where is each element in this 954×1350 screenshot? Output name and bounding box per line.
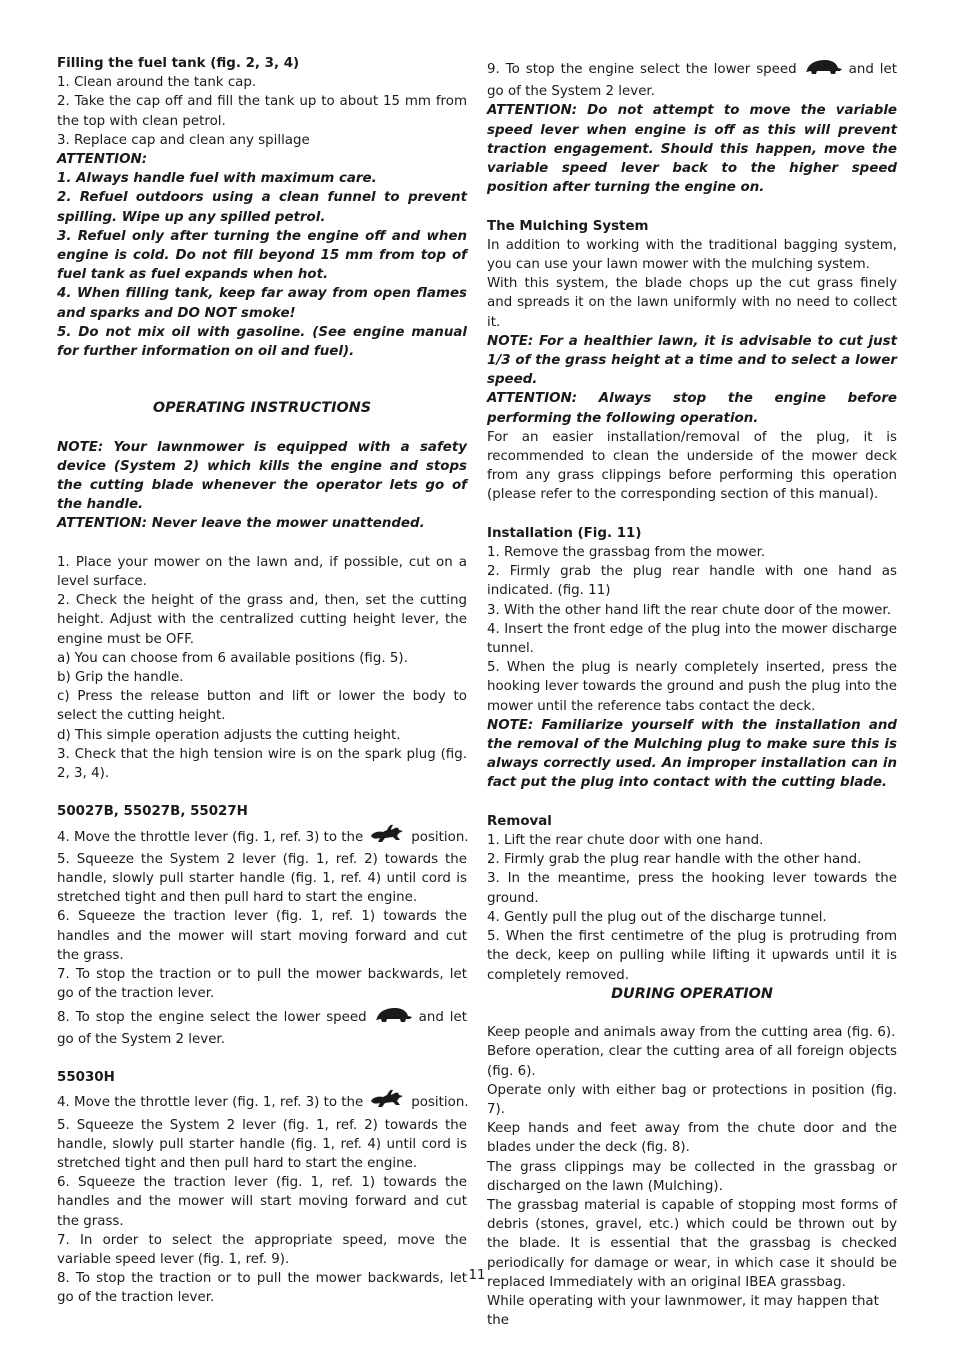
fuel-step: 1. Clean around the tank cap. bbox=[57, 75, 257, 91]
removal-step: 2. Firmly grab the plug rear handle with the other hand. bbox=[487, 852, 862, 868]
model-a-step: 7. To stop the traction or to pull the mower backwards, let go of the traction lever. bbox=[57, 967, 467, 1002]
throttle-step-text-end: position. bbox=[411, 1095, 469, 1111]
operating-step: 2. Check the height of the grass and, then, set the cutting height. Adjust with the centralized cutting height lever, the engine must be OFF. bbox=[57, 593, 467, 647]
tortoise-icon bbox=[803, 58, 843, 82]
mulching-paragraph: With this system, the blade chops up the cut grass finely and spreads it on the lawn uniformly with no need to collect it. bbox=[487, 276, 897, 330]
mulching-paragraph: In addition to working with the traditional bagging system, you can use your lawn mower with the mulching system. bbox=[487, 237, 897, 273]
mulching-attention: ATTENTION: Always stop the engine before performing the following operation. bbox=[487, 391, 897, 426]
rabbit-icon bbox=[369, 1087, 405, 1115]
stop-engine-text-end: and let go of the System 2 lever. bbox=[57, 1009, 467, 1047]
mulching-title: The Mulching System bbox=[487, 218, 649, 234]
stop-engine-text-end: and let go of the System 2 lever. bbox=[487, 62, 897, 100]
model-a-step: 6. Squeeze the traction lever (fig. 1, ref. 1) towards the handles and the mower will start moving forward and cut the grass. bbox=[57, 909, 467, 963]
during-operation-paragraph: The grass clippings may be collected in the grassbag or discharged on the lawn (Mulching). bbox=[487, 1159, 897, 1194]
operating-step: b) Grip the handle. bbox=[57, 670, 184, 686]
fuel-attention-item: 5. Do not mix oil with gasoline. (See engine manual for further information on oil and fuel). bbox=[57, 324, 467, 360]
mulching-note: NOTE: For a healthier lawn, it is advisable to cut just 1/3 of the grass height at a time and to select a lower speed. bbox=[487, 333, 897, 388]
operating-step: 3. Check that the high tension wire is on the spark plug (fig. 2, 3, 4). bbox=[57, 746, 467, 782]
operating-step: a) You can choose from 6 available positions (fig. 5). bbox=[57, 650, 408, 666]
mulching-paragraph: For an easier installation/removal of the plug, it is recommended to clean the underside of the mower deck from any grass clippings before performing this operation (please refer to the corresponding section of this manual). bbox=[487, 429, 897, 503]
right-column bbox=[487, 58, 897, 1330]
installation-title: Installation (Fig. 11) bbox=[487, 525, 642, 541]
fuel-step: 3. Replace cap and clean any spillage bbox=[57, 132, 310, 148]
removal-step: 1. Lift the rear chute door with one hand. bbox=[487, 833, 764, 849]
stop-engine-text: 8. To stop the engine select the lower speed bbox=[57, 1009, 367, 1025]
stop-engine-text: 9. To stop the engine select the lower speed bbox=[487, 62, 797, 77]
model-b-step: 6. Squeeze the traction lever (fig. 1, ref. 1) towards the handles and the mower will start moving forward and cut the grass. bbox=[57, 1175, 467, 1229]
during-operation-paragraph: Operate only with either bag or protections in position (fig. 7). bbox=[487, 1082, 897, 1117]
safety-note: NOTE: Your lawnmower is equipped with a safety device (System 2) which kills the engine and stops the cutting blade whenever the operator lets go of the handle. bbox=[57, 439, 467, 513]
installation-step: 1. Remove the grassbag from the mower. bbox=[487, 545, 766, 561]
throttle-step-text-end: position. bbox=[411, 829, 469, 845]
during-operation-paragraph: The grassbag material is capable of stopping most forms of debris (stones, gravel, etc.) which could be thrown out by the blade. It is essential that the grassbag is checked periodically for damage or wear, in which case it should be replaced Immediately with an original IBEA grassbag. bbox=[487, 1197, 897, 1290]
operating-step: 1. Place your mower on the lawn and, if possible, cut on a level surface. bbox=[57, 554, 467, 590]
fuel-attention-item: 4. When filling tank, keep far away from open flames and sparks and DO NOT smoke! bbox=[57, 286, 467, 321]
model-a-stop-engine-step bbox=[57, 1006, 467, 1049]
variable-speed-attention: ATTENTION: Do not attempt to move the variable speed lever when engine is off as this will prevent traction engagement. Should this happen, move the variable speed lever back to the higher speed position after turning the engine on. bbox=[487, 103, 897, 196]
removal-step: 5. When the first centimetre of the plug is protruding from the deck, keep on pulling while lifting it upwards until it is completely removed. bbox=[487, 929, 897, 983]
during-operation-paragraph: Before operation, clear the cutting area of all foreign objects (fig. 6). bbox=[487, 1044, 897, 1079]
model-b-throttle-step bbox=[57, 1087, 467, 1115]
throttle-step-text: 4. Move the throttle lever (fig. 1, ref. 3) to the bbox=[57, 1095, 364, 1111]
installation-step: 5. When the plug is nearly completely inserted, press the hooking lever towards the ground and push the plug into the mower until the reference tabs contact the deck. bbox=[487, 660, 897, 714]
stop-engine-step-9 bbox=[487, 58, 897, 101]
installation-step: 3. With the other hand lift the rear chute door of the mower. bbox=[487, 602, 891, 618]
fuel-attention-label: ATTENTION: bbox=[57, 152, 148, 168]
unattended-attention: ATTENTION: Never leave the mower unattended. bbox=[57, 516, 425, 532]
fuel-attention-item: 2. Refuel outdoors using a clean funnel to prevent spilling. Wipe up any spilled petrol. bbox=[57, 190, 467, 225]
tortoise-icon bbox=[373, 1006, 413, 1030]
model-b-step: 5. Squeeze the System 2 lever (fig. 1, ref. 2) towards the handle, slowly pull starter handle (fig. 1, ref. 4) until cord is stretched tight and then pull hard to start the engine. bbox=[57, 1117, 467, 1171]
during-operation-paragraph: Keep hands and feet away from the chute door and the blades under the deck (fig. 8). bbox=[487, 1121, 897, 1156]
throttle-step-text: 4. Move the throttle lever (fig. 1, ref. 3) to the bbox=[57, 829, 364, 845]
model-b-title: 55030H bbox=[57, 1070, 115, 1086]
model-b-step: 7. In order to select the appropriate speed, move the variable speed lever (fig. 1, ref. 9). bbox=[57, 1232, 467, 1267]
removal-title: Removal bbox=[487, 813, 552, 829]
during-operation-paragraph: Keep people and animals away from the cutting area (fig. 6). bbox=[487, 1025, 896, 1041]
model-b-step: 8. To stop the traction or to pull the mower backwards, let go of the traction lever. bbox=[57, 1271, 467, 1306]
removal-step: 4. Gently pull the plug out of the discharge tunnel. bbox=[487, 909, 827, 925]
operating-step: d) This simple operation adjusts the cutting height. bbox=[57, 727, 401, 743]
fuel-attention-item: 3. Refuel only after turning the engine off and when engine is cold. Do not fill beyond 15 mm from top of fuel tank as fuel expands when hot. bbox=[57, 228, 467, 283]
removal-step: 3. In the meantime, press the hooking lever towards the ground. bbox=[487, 871, 897, 906]
fuel-attention-item: 1. Always handle fuel with maximum care. bbox=[57, 171, 377, 187]
page-number: 11 bbox=[468, 1268, 486, 1283]
during-operation-paragraph: While operating with your lawnmower, it may happen that the bbox=[487, 1293, 879, 1329]
rabbit-icon bbox=[369, 822, 405, 850]
model-a-throttle-step bbox=[57, 822, 467, 850]
during-operation-heading: DURING OPERATION bbox=[611, 985, 773, 1002]
operating-instructions-heading: OPERATING INSTRUCTIONS bbox=[152, 400, 372, 417]
left-column bbox=[57, 54, 467, 1308]
model-a-title: 50027B, 55027B, 55027H bbox=[57, 804, 248, 820]
installation-step: 2. Firmly grab the plug rear handle with one hand as indicated. (fig. 11) bbox=[487, 564, 897, 599]
installation-step: 4. Insert the front edge of the plug into the mower discharge tunnel. bbox=[487, 621, 897, 657]
operating-step: c) Press the release button and lift or lower the body to select the cutting height. bbox=[57, 689, 467, 724]
installation-note: NOTE: Familiarize yourself with the installation and the removal of the Mulching plug to make sure this is always correctly used. An improper installation can in fact put the plug into contact with the cutting blade. bbox=[487, 717, 897, 791]
fuel-step: 2. Take the cap off and fill the tank up to about 15 mm from the top with clean petrol. bbox=[57, 94, 467, 129]
fuel-section-title: Filling the fuel tank (fig. 2, 3, 4) bbox=[57, 56, 300, 71]
model-a-step: 5. Squeeze the System 2 lever (fig. 1, ref. 2) towards the handle, slowly pull starter handle (fig. 1, ref. 4) until cord is stretched tight and then pull hard to start the engine. bbox=[57, 851, 467, 906]
